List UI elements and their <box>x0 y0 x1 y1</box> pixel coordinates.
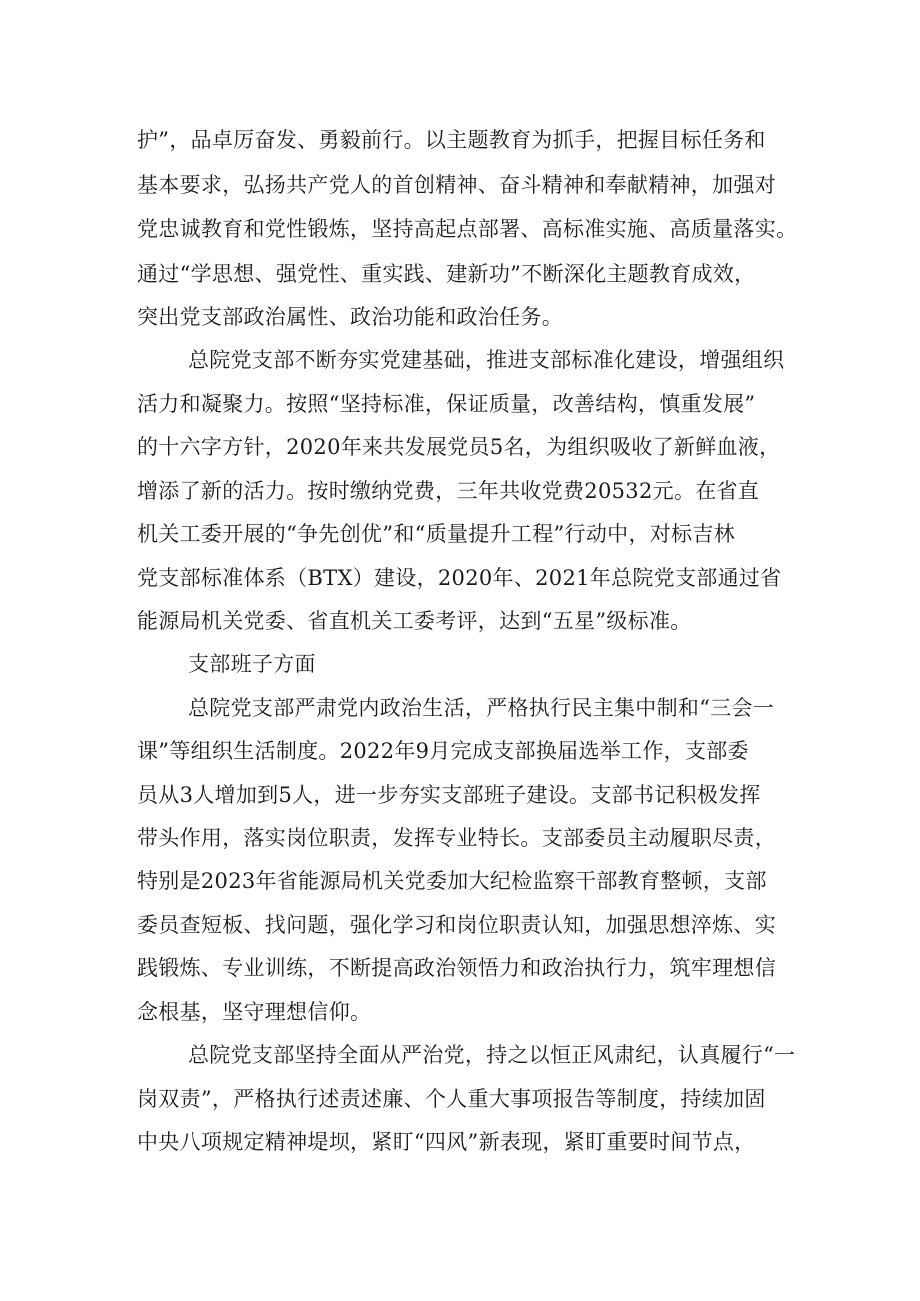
paragraph-line: 通过“学思想、强党性、重实践、建新功”不断深化主题教育成效， <box>137 262 756 286</box>
paragraph-line: 中央八项规定精神堤坝，紧盯“四风”新表现，紧盯重要时间节点， <box>137 1130 756 1154</box>
paragraph-line: 增添了新的活力。按时缴纳党费，三年共收党费20532元。在省直 <box>137 479 760 503</box>
paragraph-line: 基本要求，弘扬共产党人的首创精神、奋斗精神和奉献精神，加强对 <box>137 173 776 197</box>
paragraph-line: 课”等组织生活制度。2022年9月完成支部换届选举工作，支部委 <box>137 739 749 763</box>
paragraph-line: 机关工委开展的“争先创优”和“质量提升工程”行动中，对标吉林 <box>137 522 735 546</box>
paragraph-line: 员从3人增加到5人，进一步夯实支部班子建设。支部书记积极发挥 <box>137 783 761 807</box>
paragraph-line: 总院党支部不断夯实党建基础，推进支部标准化建设，增强组织 <box>188 348 785 372</box>
paragraph-line: 活力和凝聚力。按照“坚持标准，保证质量，改善结构，慎重发展” <box>137 392 756 416</box>
paragraph-line: 委员查短板、找问题，强化学习和岗位职责认知，加强思想淬炼、实 <box>137 913 776 937</box>
paragraph-line: 总院党支部坚持全面从严治党，持之以恒正风肃纪，认真履行“一 <box>188 1043 796 1067</box>
paragraph-line: 党支部标准体系（BTX）建设，2020年、2021年总院党支部通过省 <box>137 566 782 590</box>
paragraph-line: 能源局机关党委、省直机关工委考评，达到“五星”级标准。 <box>137 609 692 633</box>
section-heading: 支部班子方面 <box>188 652 316 676</box>
paragraph-line: 践锻炼、专业训练，不断提高政治领悟力和政治执行力，筑牢理想信 <box>137 956 776 980</box>
paragraph-line: 带头作用，落实岗位职责，发挥专业特长。支部委员主动履职尽责， <box>137 826 776 850</box>
paragraph-line: 护”，品卓厉奋发、勇毅前行。以主题教育为抓手，把握目标任务和 <box>137 128 766 152</box>
paragraph-line: 总院党支部严肃党内政治生活，严格执行民主集中制和“三会一 <box>188 696 775 720</box>
paragraph-line: 党忠诚教育和党性锻炼，坚持高起点部署、高标准实施、高质量落实。 <box>137 217 798 241</box>
paragraph-line: 特别是2023年省能源局机关党委加大纪检监察干部教育整顿，支部 <box>137 869 767 893</box>
paragraph-line: 突出党支部政治属性、政治功能和政治任务。 <box>137 305 563 329</box>
paragraph-line: 岗双责”，严格执行述责述廉、个人重大事项报告等制度，持续加固 <box>137 1087 766 1111</box>
paragraph-line: 念根基，坚守理想信仰。 <box>137 1000 372 1024</box>
paragraph-line: 的十六字方针，2020年来共发展党员5名，为组织吸收了新鲜血液， <box>137 435 781 459</box>
